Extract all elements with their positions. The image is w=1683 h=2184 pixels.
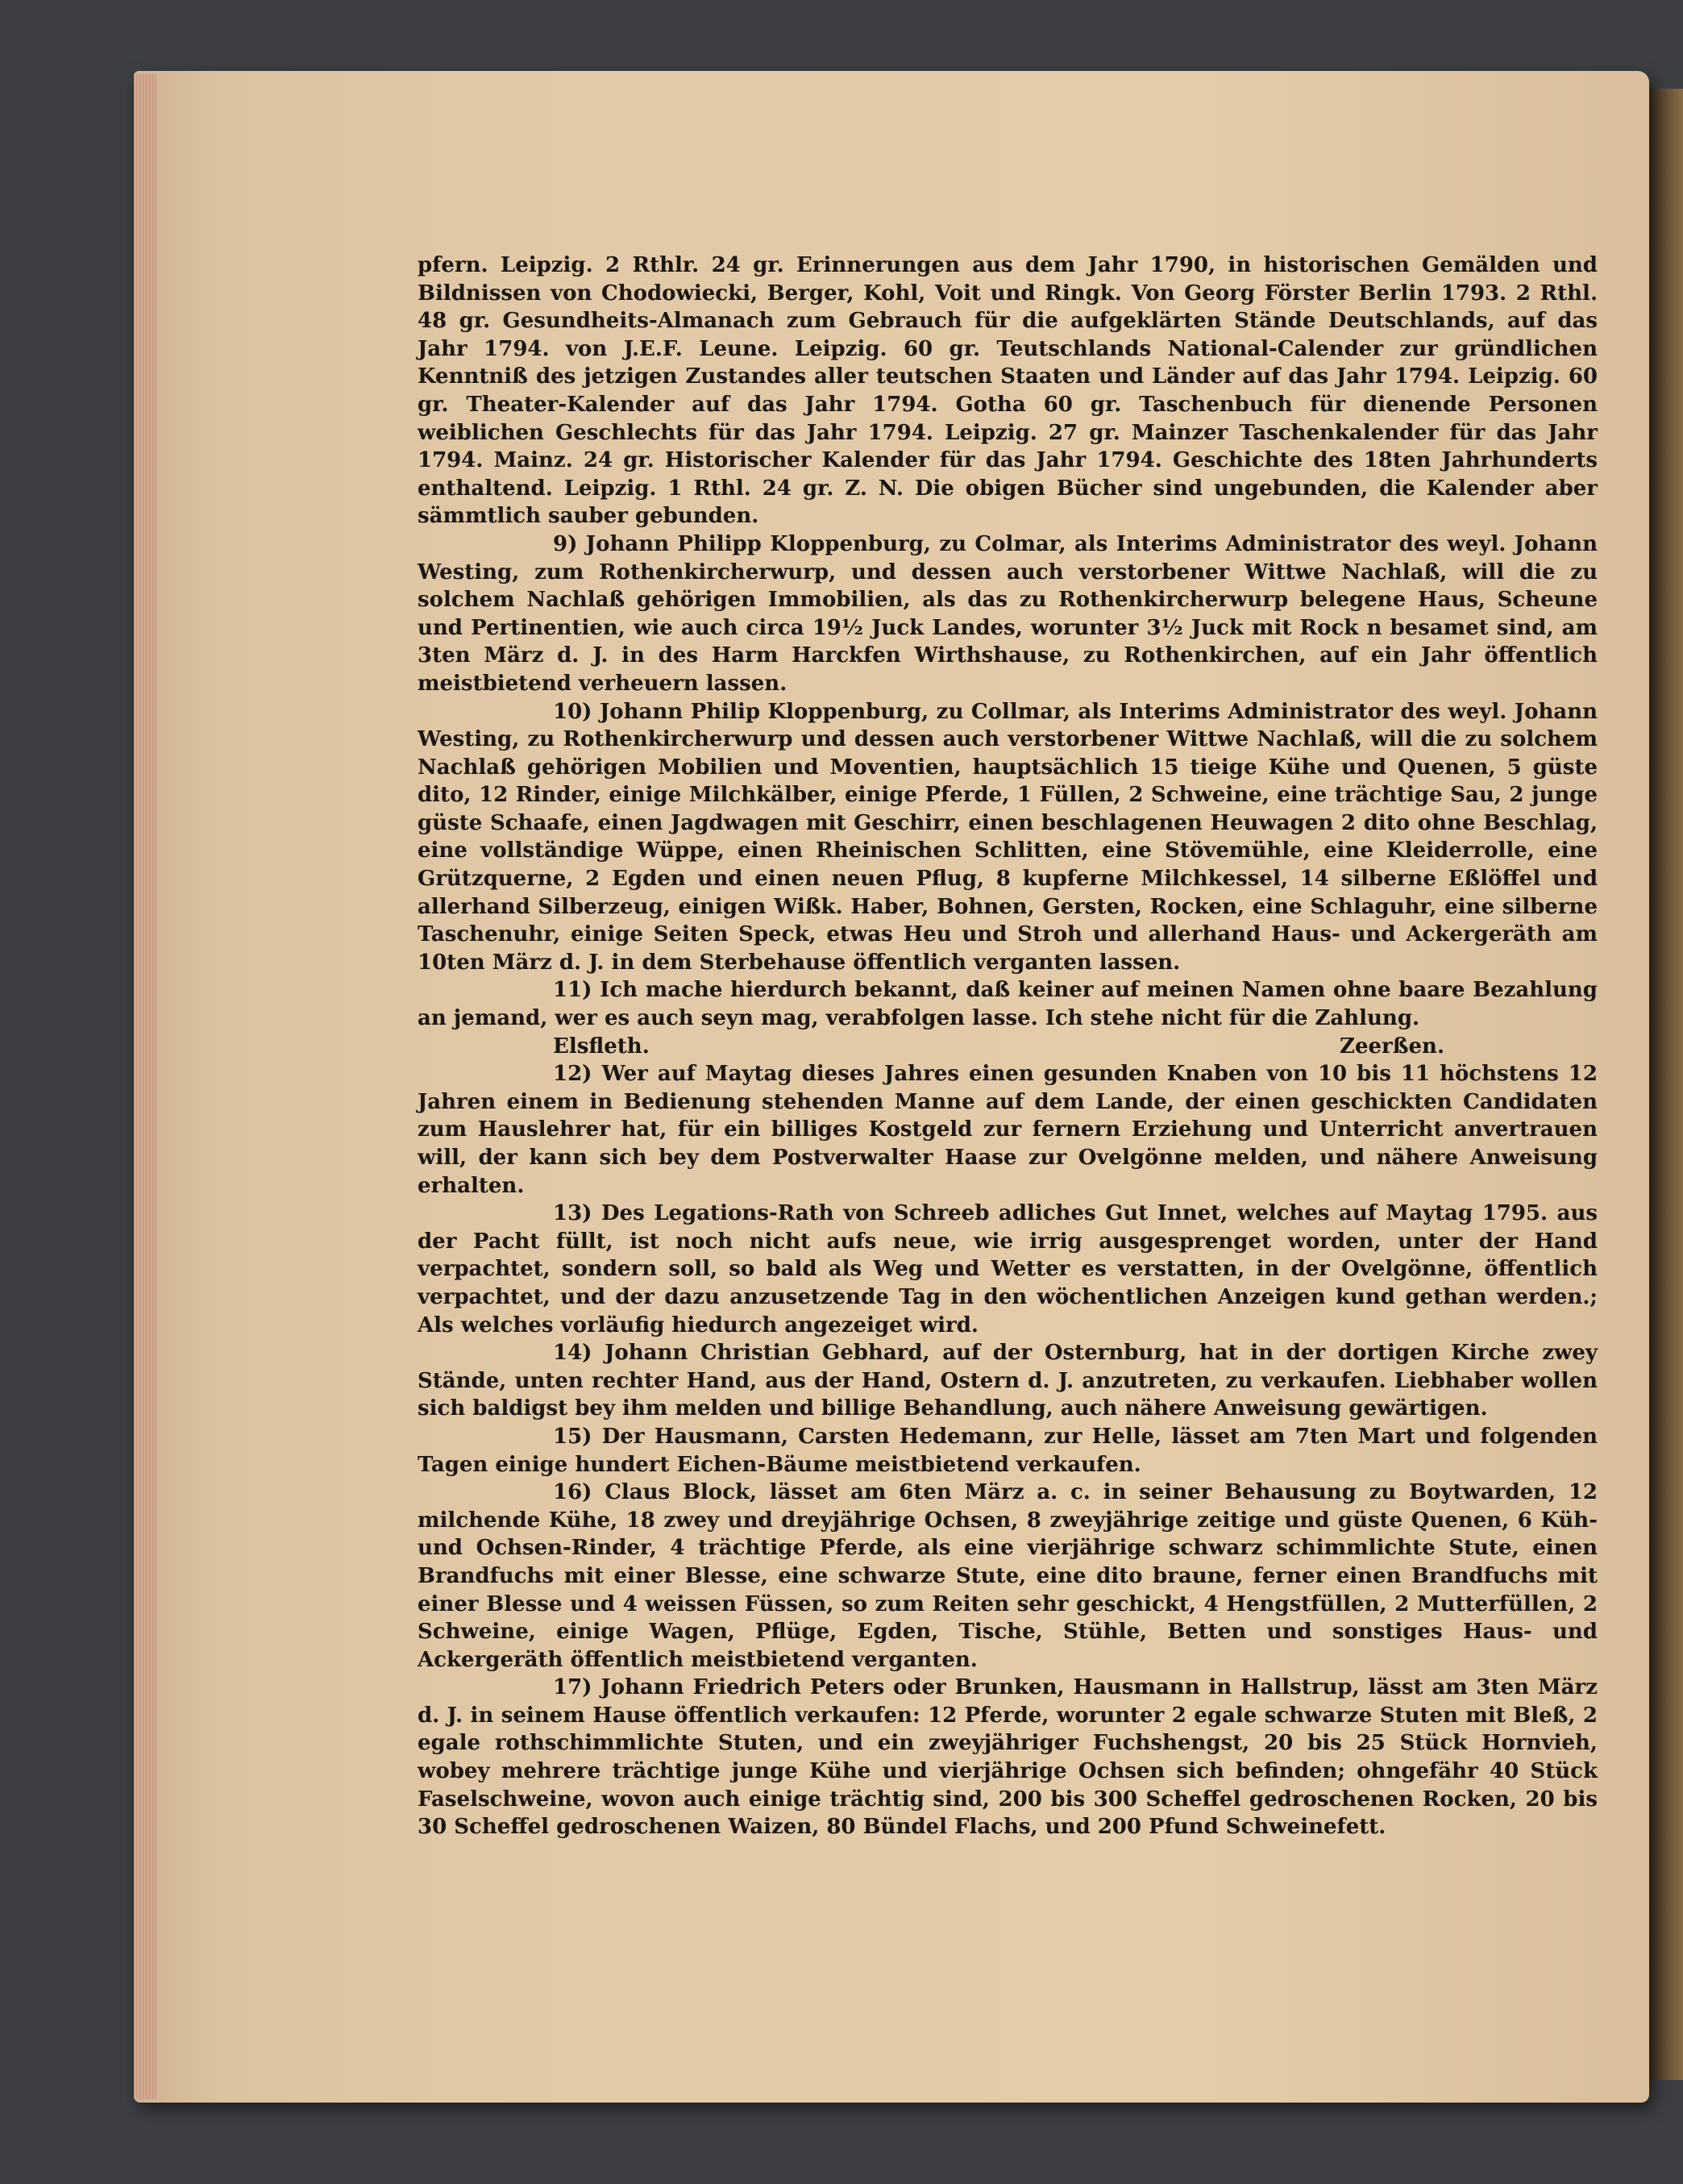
page-edges xyxy=(134,74,156,2099)
signature-name: Zeerßen. xyxy=(1339,1034,1444,1059)
signature-place: Elsfleth. xyxy=(553,1034,650,1059)
notice-17: 17) Johann Friedrich Peters oder Brunken, Hausmann in Hallstrup, lässt am 3ten März d. J. in seinem Hause öffentlich verkaufen: 12 Pferde, worunter 2 egale schwarze Stuten mit Bleß, 2 egale rothschimmlichte Stuten, und ein zweyjähriger Fuchshengst, 20 bis 25 Stück Hornvieh, wobey mehrere trächtige junge Kühe und vierjährige Ochsen sich befinden; ohngefähr 40 Stück Faselschweine, wovon auch einige trächtig sind, 200 bis 300 Scheffel gedroschenen Rocken, 20 bis 30 Scheffel gedroschenen Waizen, 80 Bündel Flachs, und 200 Pfund Schweinefett. xyxy=(418,1675,1598,1840)
notice-12: 12) Wer auf Maytag dieses Jahres einen gesunden Knaben von 10 bis 11 höchstens 12 Jahren einem in Bedienung stehenden Manne auf dem Lande, der einen geschickten Candidaten zum Hauslehrer hat, für ein billiges Kostgeld zur fernern Erziehung und Unterricht anvertrauen will, der kann sich bey dem Postverwalter Haase zur Ovelgönne melden, und nähere Anweisung erhalten. xyxy=(418,1062,1598,1198)
notice-11: 11) Ich mache hierdurch bekannt, daß keiner auf meinen Namen ohne baare Bezahlung an jemand, wer es auch seyn mag, verabfolgen lasse. Ich stehe nicht für die Zahlung. xyxy=(418,978,1598,1031)
notice-16: 16) Claus Block, lässet am 6ten März a. c. in seiner Behausung zu Boytwarden, 12 milchende Kühe, 18 zwey und dreyjährige Ochsen, 8 zweyjährige zeitige und güste Quenen, 6 Küh- und Ochsen-Rinder, 4 trächtige Pferde, als eine vierjährige schwarz schimmlichte Stute, einen Brandfuchs mit einer Blesse, eine schwarze Stute, eine dito braune, ferner einen Brandfuchs mit einer Blesse und 4 weissen Füssen, so zum Reiten sehr geschickt, 4 Hengstfüllen, 2 Mutterfüllen, 2 Schweine, einige Wagen, Pflüge, Egden, Tische, Stühle, Betten und sonstiges Haus- und Ackergeräth öffentlich meistbietend verganten. xyxy=(418,1480,1598,1672)
paragraph-continuation: pfern. Leipzig. 2 Rthlr. 24 gr. Erinnerungen aus dem Jahr 1790, in historischen Gemälden und Bildnissen von Chodowiecki, Berger, Kohl, Voit und Ringk. Von Georg Förster Berlin 1793. 2 Rthl. 48 gr. Gesundheits-Almanach zum Gebrauch für die aufgeklärten Stände Deutschlands, auf das Jahr 1794. von J.E.F. Leune. Leipzig. 60 gr. Teutschlands National-Calender zur gründlichen Kenntniß des jetzigen Zustandes aller teutschen Staaten und Länder auf das Jahr 1794. Leipzig. 60 gr. Theater-Kalender auf das Jahr 1794. Gotha 60 gr. Taschenbuch für dienende Personen weiblichen Geschlechts für das Jahr 1794. Leipzig. 27 gr. Mainzer Taschenkalender für das Jahr 1794. Mainz. 24 gr. Historischer Kalender für das Jahr 1794. Geschichte des 18ten Jahrhunderts enthaltend. Leipzig. 1 Rthl. 24 gr. Z. N. Die obigen Bücher sind ungebunden, die Kalender aber sämmtlich sauber gebunden. xyxy=(418,253,1598,529)
page-text xyxy=(418,252,1598,1841)
notice-10: 10) Johann Philip Kloppenburg, zu Collmar, als Interims Administrator des weyl. Johann Westing, zu Rothenkircherwurp und dessen auch verstorbener Wittwe Nachlaß, will die zu solchem Nachlaß gehörigen Mobilien und Moventien, hauptsächlich 15 tieige Kühe und Quenen, 5 güste dito, 12 Rinder, einige Milchkälber, einige Pferde, 1 Füllen, 2 Schweine, eine trächtige Sau, 2 junge güste Schaafe, einen Jagdwagen mit Geschirr, einen beschlagenen Heuwagen 2 dito ohne Beschlag, eine vollständige Wüppe, einen Rheinischen Schlitten, eine Stövemühle, eine Kleiderrolle, eine Grützquerne, 2 Egden und einen neuen Pflug, 8 kupferne Milchkessel, 14 silberne Eßlöffel und allerhand Silberzeug, einigen Wißk. Haber, Bohnen, Gersten, Rocken, eine Schlaguhr, eine silberne Taschenuhr, einige Seiten Speck, etwas Heu und Stroh und allerhand Haus- und Ackergeräth am 10ten März d. J. in dem Sterbehause öffentlich verganten lassen. xyxy=(418,699,1598,975)
signature-line xyxy=(418,1033,1598,1061)
notice-13: 13) Des Legations-Rath von Schreeb adliches Gut Innet, welches auf Maytag 1795. aus der Pacht füllt, ist noch nicht aufs neue, wie irrig ausgesprenget worden, unter der Hand verpachtet, sondern soll, so bald als Weg und Wetter es verstatten, in der Ovelgönne, öffentlich verpachtet, und der dazu anzusetzende Tag in den wöchentlichen Anzeigen kund gethan werden.; Als welches vorläufig hiedurch angezeiget wird. xyxy=(418,1201,1598,1337)
notice-9: 9) Johann Philipp Kloppenburg, zu Colmar, als Interims Administrator des weyl. Johann Westing, zum Rothenkircherwurp, und dessen auch verstorbener Wittwe Nachlaß, will die zu solchem Nachlaß gehörigen Immobilien, als das zu Rothenkircherwurp belegene Haus, Scheune und Pertinentien, wie auch circa 19½ Juck Landes, worunter 3½ Juck mit Rock n besamet sind, am 3ten März d. J. in des Harm Harckfen Wirthshause, zu Rothenkirchen, auf ein Jahr öffentlich meistbietend verheuern lassen. xyxy=(418,531,1598,696)
notice-15: 15) Der Hausmann, Carsten Hedemann, zur Helle, lässet am 7ten Mart und folgenden Tagen einige hundert Eichen-Bäume meistbietend verkaufen. xyxy=(418,1424,1598,1477)
notice-14: 14) Johann Christian Gebhard, auf der Osternburg, hat in der dortigen Kirche zwey Stände, unten rechter Hand, aus der Hand, Ostern d. J. anzutreten, zu verkaufen. Liebhaber wollen sich baldigst bey ihm melden und billige Behandlung, auch nähere Anweisung gewärtigen. xyxy=(418,1341,1598,1421)
